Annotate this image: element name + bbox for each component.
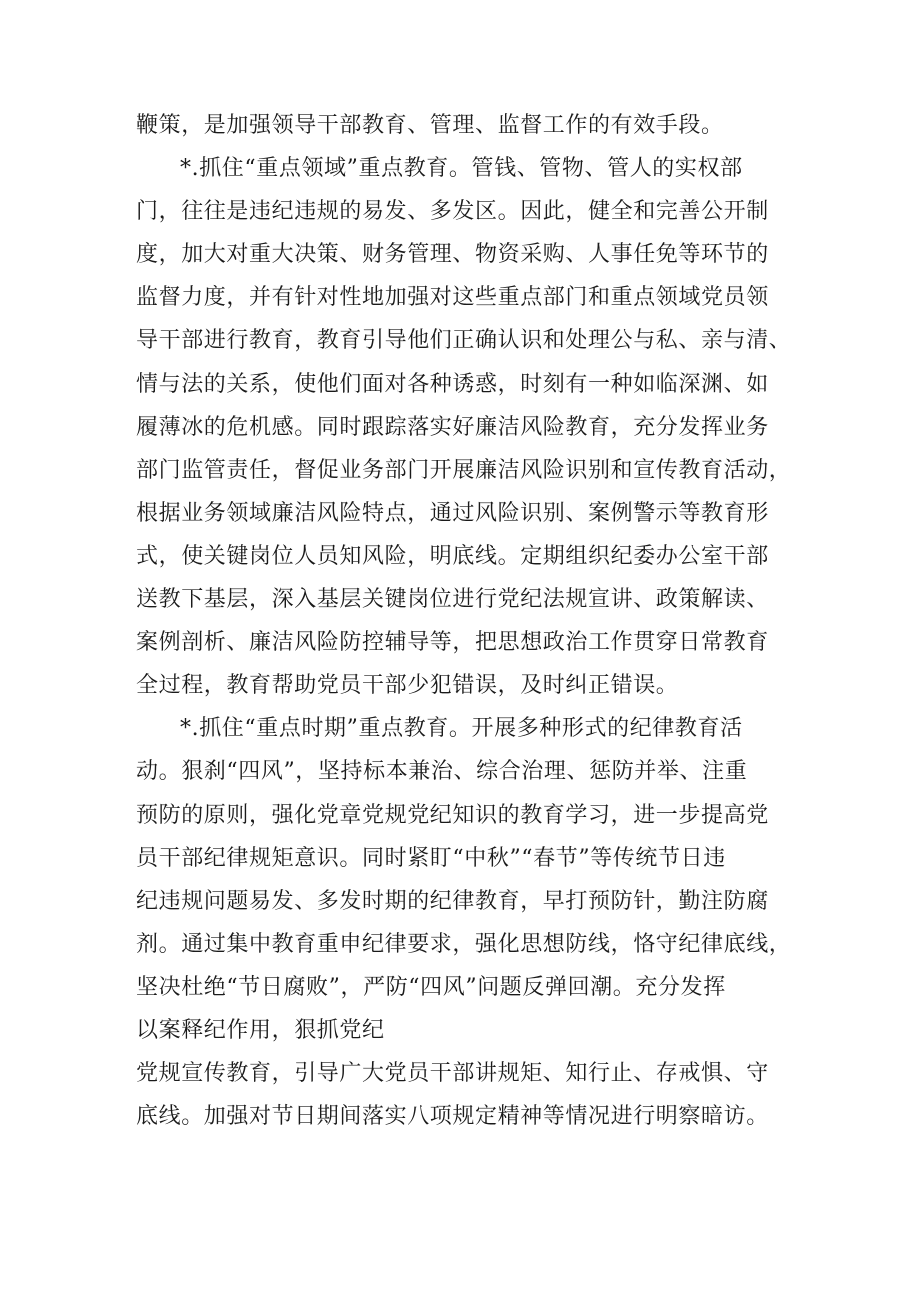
text-line: 根据业务领域廉洁风险特点，通过风险识别、案例警示等教育形 (136, 500, 769, 526)
paragraph-heading-line: *.抓住“重点时期”重点教育。开展多种形式的纪律教育活 (180, 716, 743, 742)
text-line: 党规宣传教育，引导广大党员干部讲规矩、知行止、存戒惧、守 (136, 1061, 769, 1087)
paragraph-heading-line: *.抓住“重点领域”重点教育。管钱、管物、管人的实权部 (180, 156, 743, 182)
body-text (136, 104, 796, 1138)
text-line: 预防的原则，强化党章党规党纪知识的教育学习，进一步提高党 (136, 802, 769, 828)
text-line: 底线。加强对节日期间落实八项规定精神等情况进行明察暗访。 (136, 1104, 769, 1130)
text-line: 监督力度，并有针对性地加强对这些重点部门和重点领域党员领 (136, 285, 769, 311)
text-line: 导干部进行教育，教育引导他们正确认识和处理公与私、亲与清、 (136, 328, 792, 354)
text-line: 部门监管责任，督促业务部门开展廉洁风险识别和宣传教育活动， (136, 457, 792, 483)
text-line: 员干部纪律规矩意识。同时紧盯“中秋”“春节”等传统节日违 (136, 845, 726, 871)
text-line: 送教下基层，深入基层关键岗位进行党纪法规宣讲、政策解读、 (136, 587, 769, 613)
text-line: 门，往往是违纪违规的易发、多发区。因此，健全和完善公开制 (136, 199, 769, 225)
text-line: 以案释纪作用，狠抓党纪 (136, 1017, 385, 1043)
text-line: 度，加大对重大决策、财务管理、物资采购、人事任免等环节的 (136, 242, 769, 268)
text-line: 案例剖析、廉洁风险防控辅导等，把思想政治工作贯穿日常教育 (136, 630, 769, 656)
text-line: 鞭策，是加强领导干部教育、管理、监督工作的有效手段。 (136, 113, 724, 138)
text-line: 剂。通过集中教育重申纪律要求，强化思想防线，恪守纪律底线， (136, 931, 792, 957)
text-line: 情与法的关系，使他们面对各种诱惑，时刻有一种如临深渊、如 (136, 371, 769, 397)
text-line: 式，使关键岗位人员知风险，明底线。定期组织纪委办公室干部 (136, 543, 769, 569)
text-line: 纪违规问题易发、多发时期的纪律教育，早打预防针，勤注防腐 (136, 888, 769, 914)
text-line: 坚决杜绝“节日腐败”，严防“四风”问题反弹回潮。充分发挥 (136, 974, 726, 1000)
text-line: 动。狠刹“四风”，坚持标本兼治、综合治理、惩防并举、注重 (136, 759, 748, 785)
text-line: 履薄冰的危机感。同时跟踪落实好廉洁风险教育，充分发挥业务 (136, 414, 769, 440)
text-line: 全过程，教育帮助党员干部少犯错误，及时纠正错误。 (136, 673, 679, 699)
